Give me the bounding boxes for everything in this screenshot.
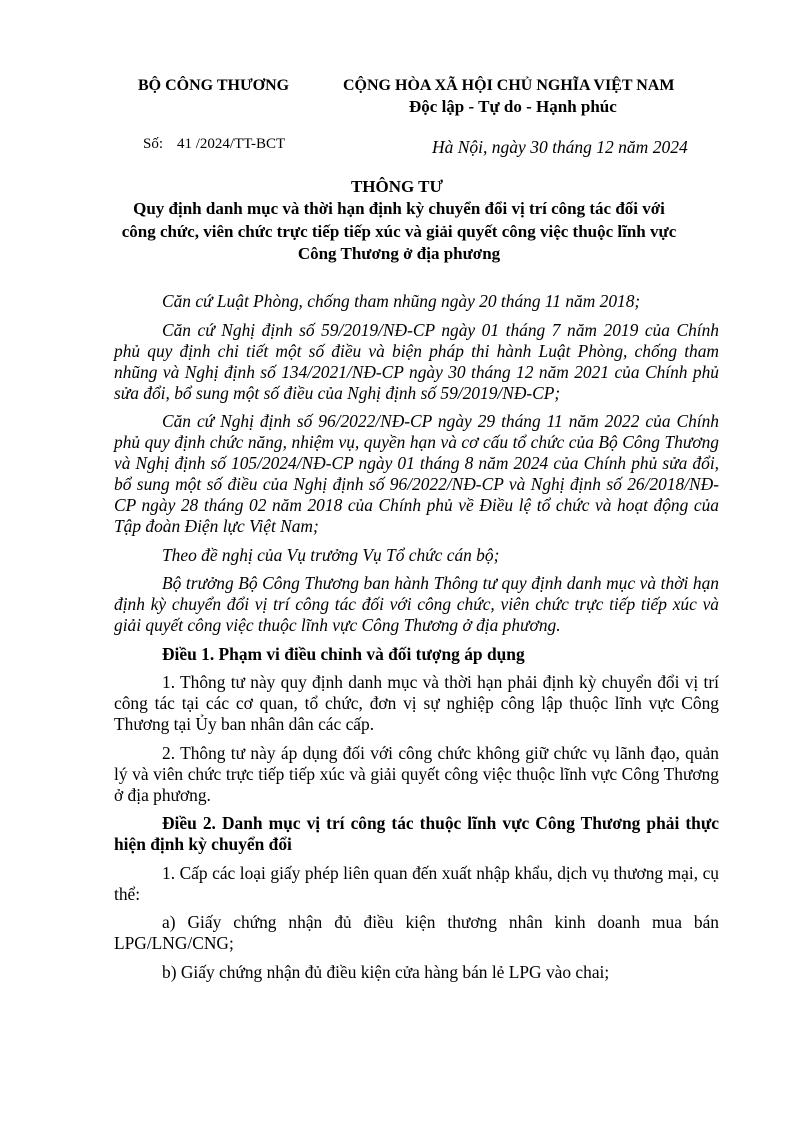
- document-number-value: 41 /2024/TT-BCT: [177, 136, 286, 152]
- article-1-clause: 2. Thông tư này áp dụng đối với công chức không giữ chức vụ lãnh đạo, quản lý và viên chức trực tiếp tiếp xúc và giải quyết công việc thuộc lĩnh vực Công Thương ở địa phương.: [114, 742, 719, 805]
- country-name: CỘNG HÒA XÃ HỘI CHỦ NGHĨA VIỆT NAM: [343, 77, 675, 94]
- ministry-name: BỘ CÔNG THƯƠNG: [138, 77, 290, 94]
- place-date: Hà Nội, ngày 30 tháng 12 năm 2024: [432, 137, 688, 157]
- preamble-paragraph: Theo đề nghị của Vụ trưởng Vụ Tổ chức cán bộ;: [162, 544, 500, 565]
- document-title: THÔNG TƯ: [350, 177, 444, 196]
- preamble-paragraph: Bộ trưởng Bộ Công Thương ban hành Thông tư quy định danh mục và thời hạn định kỳ chuyển đổi vị trí công tác đối với công chức, viên chức trực tiếp tiếp xúc và giải quyết công việc thuộc lĩnh vực Công Thương ở địa phương.: [114, 573, 719, 635]
- preamble-paragraph: Căn cứ Luật Phòng, chống tham nhũng ngày 20 tháng 11 năm 2018;: [162, 291, 641, 311]
- national-motto: Độc lập - Tự do - Hạnh phúc: [409, 97, 617, 116]
- document-number-label: Số:: [143, 136, 164, 152]
- document-subtitle: Quy định danh mục và thời hạn định kỳ chuyển đổi vị trí công tác đối với công chức, viên chức trực tiếp tiếp xúc và giải quyết công việc thuộc lĩnh vực Công Thương ở địa phương: [121, 199, 677, 263]
- article-1-clause: 1. Thông tư này quy định danh mục và thời hạn phải định kỳ chuyển đổi vị trí công tác tại các cơ quan, tổ chức, đơn vị sự nghiệp công lập thuộc lĩnh vực Công Thương tại Ủy ban nhân dân các cấp.: [114, 672, 719, 734]
- article-2-heading: Điều 2. Danh mục vị trí công tác thuộc lĩnh vực Công Thương phải thực hiện định kỳ chuyển đổi: [114, 813, 719, 854]
- article-2-clause: 1. Cấp các loại giấy phép liên quan đến xuất nhập khẩu, dịch vụ thương mại, cụ thể:: [114, 862, 719, 904]
- preamble-paragraph: Căn cứ Nghị định số 96/2022/NĐ-CP ngày 29 tháng 11 năm 2022 của Chính phủ quy định chức năng, nhiệm vụ, quyền hạn và cơ cấu tổ chức của Bộ Công Thương và Nghị định số 105/2024/NĐ-CP ngày 01 tháng 8 năm 2024 của Chính phủ sửa đổi, bổ sung một số điều của Nghị định số 96/2022/NĐ-CP và Nghị định số 26/2018/NĐ-CP ngày 28 tháng 02 năm 2018 của Chính phủ về Điều lệ tổ chức và hoạt động của Tập đoàn Điện lực Việt Nam;: [114, 411, 719, 536]
- document-body: [114, 291, 719, 990]
- article-1-heading: Điều 1. Phạm vi điều chỉnh và đối tượng áp dụng: [162, 643, 525, 664]
- article-2-clause: a) Giấy chứng nhận đủ điều kiện thương nhân kinh doanh mua bán LPG/LNG/CNG;: [114, 912, 719, 953]
- document-number: [143, 136, 285, 153]
- preamble-paragraph: Căn cứ Nghị định số 59/2019/NĐ-CP ngày 01 tháng 7 năm 2019 của Chính phủ quy định chi tiết một số điều và biện pháp thi hành Luật Phòng, chống tham nhũng và Nghị định số 134/2021/NĐ-CP ngày 30 tháng 12 năm 2021 của Chính phủ sửa đổi, bổ sung một số điều của Nghị định số 59/2019/NĐ-CP;: [114, 319, 719, 403]
- article-2-clause: b) Giấy chứng nhận đủ điều kiện cửa hàng bán lẻ LPG vào chai;: [162, 961, 610, 982]
